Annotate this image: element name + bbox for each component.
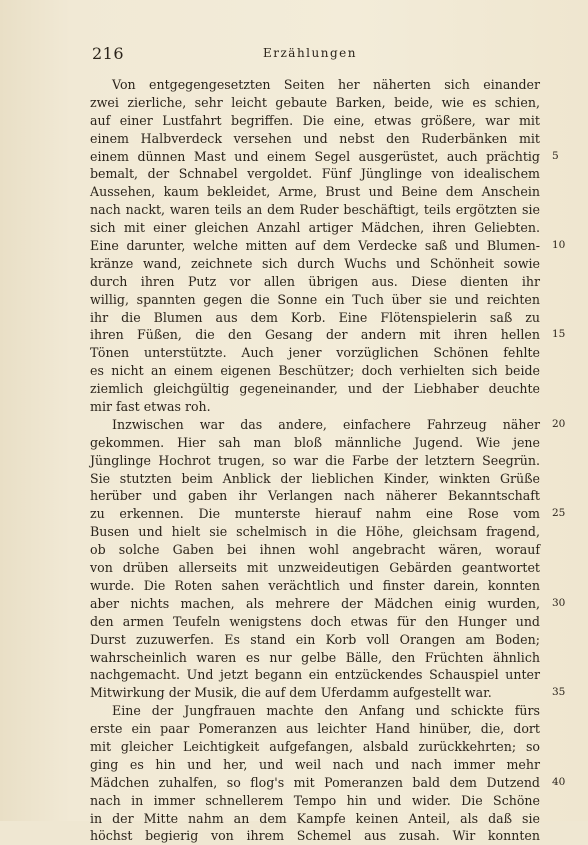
line-number: 40: [552, 775, 566, 788]
text-line-content: ob solche Gaben bei ihnen wohl angebracht wären, worauf: [90, 542, 540, 558]
text-line: [90, 649, 540, 667]
text-line-content: ihren Füßen, die den Gesang der andern mit ihren hellen: [90, 327, 540, 343]
text-line: [90, 487, 540, 505]
text-line-content: bemalt, der Schnabel vergoldet. Fünf Jünglinge von idealischem: [90, 166, 540, 182]
running-head: Erzählungen: [262, 46, 357, 60]
text-line: [90, 398, 540, 416]
text-line-content: in der Mitte nahm an dem Kampfe keinen Anteil, als daß sie: [90, 810, 540, 826]
text-line-content: Jünglinge Hochrot trugen, so war die Farbe der letztern Seegrün.: [90, 452, 540, 468]
text-line-content: Busen und hielt sie schelmisch in die Höhe, gleichsam fragend,: [90, 524, 540, 540]
text-line-content: ziemlich gleichgültig gegeneinander, und der Liebhaber deuchte: [90, 381, 540, 397]
text-line-content: wurde. Die Roten sahen verächtlich und finster darein, konnten: [90, 577, 540, 593]
text-line: [90, 344, 540, 362]
text-line-content: Eine darunter, welche mitten auf dem Verdecke saß und Blumen-: [90, 238, 540, 254]
line-number: 35: [552, 686, 566, 699]
text-line: [90, 112, 540, 130]
text-line-content: den armen Teufeln wenigstens doch etwas für den Hunger und: [90, 613, 540, 629]
text-line-content: sich mit einer gleichen Anzahl artiger Mädchen, ihren Geliebten.: [90, 220, 540, 236]
text-line-content: nachgemacht. Und jetzt begann ein entzückendes Schauspiel unter: [90, 667, 540, 683]
text-line-content: zu erkennen. Die munterste hierauf nahm eine Rose vom: [90, 506, 540, 522]
text-line: [90, 720, 540, 738]
text-line: [90, 219, 540, 237]
line-number: 10: [552, 239, 566, 252]
text-line: [90, 523, 540, 541]
text-line-content: nach nackt, waren teils an dem Ruder beschäftigt, teils ergötzten sie: [90, 202, 540, 218]
text-line-content: durch ihren Putz vor allen übrigen aus. Diese dienten ihr: [90, 273, 540, 289]
line-number: 30: [552, 596, 566, 609]
text-line: [90, 183, 540, 201]
text-line: [90, 666, 540, 684]
text-line: [90, 541, 540, 559]
line-number: 15: [552, 328, 566, 341]
text-line: [90, 577, 540, 595]
text-line-content: Mädchen zuhalfen, so flog's mit Pomeranzen bald dem Dutzend: [90, 774, 540, 790]
text-line-content: kränze wand, zeichnete sich durch Wuchs und Schönheit sowie: [90, 255, 540, 271]
text-line: [90, 309, 540, 327]
text-line-content: Sie stutzten beim Anblick der lieblichen Kinder, winkten Grüße: [90, 470, 540, 486]
line-number: 25: [552, 507, 566, 520]
text-line-content: Inzwischen war das andere, einfachere Fahrzeug näher: [112, 416, 540, 432]
text-line-content: willig, spannten gegen die Sonne ein Tuch über sie und reichten: [90, 291, 540, 307]
text-line: [90, 148, 559, 166]
text-line: [90, 792, 540, 810]
text-line: [90, 452, 540, 470]
text-line-content: wahrscheinlich waren es nur gelbe Bälle, den Früchten ähnlich: [90, 649, 540, 665]
text-line: [90, 470, 540, 488]
text-line: [90, 702, 540, 720]
text-line: [90, 255, 540, 273]
text-line: [90, 810, 540, 828]
text-line-content: ihr die Blumen aus dem Korb. Eine Flötenspielerin saß zu: [90, 309, 540, 325]
text-line: [90, 434, 540, 452]
text-line: [90, 237, 566, 255]
text-line: [90, 362, 540, 380]
text-line-content: von drüben allerseits mit unzweideutigen Gebärden geantwortet: [90, 560, 540, 576]
text-line: [90, 326, 566, 344]
text-line: [90, 738, 540, 756]
page-number: 216: [92, 44, 125, 63]
text-line: [90, 165, 540, 183]
text-line-content: höchst begierig von ihrem Schemel aus zusah. Wir konnten: [90, 828, 540, 844]
text-line: [90, 631, 540, 649]
text-line: [90, 380, 540, 398]
text-line: [90, 201, 540, 219]
text-line-content: es nicht an einem eigenen Beschützer; doch verhielten sich beide: [90, 363, 540, 379]
text-line: [90, 774, 566, 792]
text-line-content: mit gleicher Leichtigkeit aufgefangen, alsbald zurückkehrten; so: [90, 738, 540, 754]
text-line: [90, 756, 540, 774]
text-line: [90, 595, 566, 613]
text-line-content: erste ein paar Pomeranzen aus leichter Hand hinüber, die, dort: [90, 721, 540, 737]
line-number: 20: [552, 417, 566, 430]
text-line: [90, 613, 540, 631]
text-line-content: Mitwirkung der Musik, die auf dem Uferdamm aufgestellt war.: [90, 685, 492, 701]
text-line: [90, 684, 566, 702]
text-line-content: Eine der Jungfrauen machte den Anfang und schickte fürs: [112, 703, 540, 719]
text-line-content: aber nichts machen, als mehrere der Mädchen einig wurden,: [90, 595, 540, 611]
text-line-content: auf einer Lustfahrt begriffen. Die eine, etwas größere, war mit: [90, 112, 540, 128]
text-line-content: mir fast etwas roh.: [90, 399, 211, 415]
text-line-content: einem dünnen Mast und einem Segel ausgerüstet, auch prächtig: [90, 148, 540, 164]
text-line-content: ging es hin und her, und weil nach und nach immer mehr: [90, 756, 540, 772]
text-line: [90, 94, 540, 112]
text-line-content: Tönen unterstützte. Auch jener vorzüglichen Schönen fehlte: [90, 345, 540, 361]
body-text: [90, 76, 566, 845]
text-line-content: nach in immer schnellerem Tempo hin und wider. Die Schöne: [90, 792, 540, 808]
text-line-content: Von entgegengesetzten Seiten her näherten sich einander: [112, 77, 540, 92]
text-line: [90, 76, 540, 94]
text-line-content: einem Halbverdeck versehen und nebst den Ruderbänken mit: [90, 130, 540, 146]
text-line: [90, 291, 540, 309]
text-line: [90, 505, 566, 523]
text-line-content: herüber und gaben ihr Verlangen nach näherer Bekanntschaft: [90, 488, 540, 504]
page-header: [92, 44, 528, 64]
text-line: [90, 827, 540, 845]
text-line-content: zwei zierliche, sehr leicht gebaute Barken, beide, wie es schien,: [90, 94, 540, 110]
text-line-content: Durst zuzuwerfen. Es stand ein Korb voll Orangen am Boden;: [90, 631, 540, 647]
text-line-content: Aussehen, kaum bekleidet, Arme, Brust und Beine dem Anschein: [90, 184, 540, 200]
line-number: 5: [552, 149, 559, 162]
text-line: [90, 559, 540, 577]
text-line: [90, 130, 540, 148]
text-line: [90, 416, 566, 434]
text-line-content: gekommen. Hier sah man bloß männliche Jugend. Wie jene: [90, 434, 540, 450]
text-line: [90, 273, 540, 291]
